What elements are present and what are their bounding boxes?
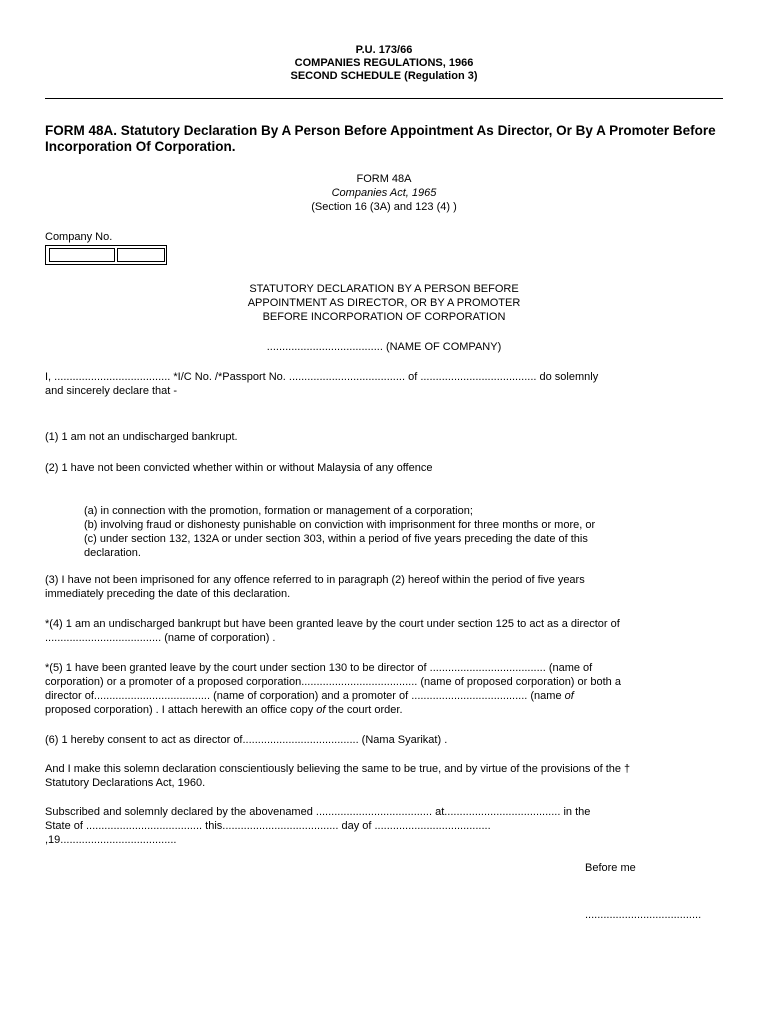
declaration-heading-line-1: STATUTORY DECLARATION BY A PERSON BEFORE	[249, 283, 519, 295]
clause-5-line-2: corporation) or a promoter of a proposed corporation...................................... (name of proposed corporation) or both a	[45, 676, 621, 688]
clause-4-line-1: *(4) 1 am an undischarged bankrupt but have been granted leave by the court under section 125 to act as a director of	[45, 618, 620, 630]
header-divider	[45, 98, 723, 99]
company-no-field[interactable]	[45, 245, 167, 265]
subscribed-line-1: Subscribed and solemnly declared by the abovenamed ...................................... at...................................... in the	[45, 806, 591, 818]
company-no-cell-2[interactable]	[117, 248, 165, 262]
subscribed-line-2: State of ...................................... this...................................... day of ......................................	[45, 820, 491, 832]
clause-5-line-4-text-b: the court order.	[325, 704, 403, 716]
clause-5-line-4-italic: of	[316, 704, 326, 716]
clause-2b: (b) involving fraud or dishonesty punishable on conviction with imprisonment for three months or more, or	[84, 519, 596, 531]
company-name-line: ...................................... (NAME OF COMPANY)	[266, 341, 502, 353]
clause-3-line-2: immediately preceding the date of this declaration.	[45, 588, 291, 600]
declaration-heading-line-3: BEFORE INCORPORATION OF CORPORATION	[262, 311, 506, 323]
header-line-2: COMPANIES REGULATIONS, 1966	[294, 57, 474, 69]
header-line-1: P.U. 173/66	[355, 44, 413, 56]
closing-line-1: And I make this solemn declaration conscientiously believing the same to be true, and by virtue of the provisions of the †	[45, 763, 631, 775]
clause-5-line-4-text-a: proposed corporation) . I attach herewith an office copy	[45, 704, 317, 716]
clause-2c-line-1: (c) under section 132, 132A or under section 303, within a period of five years preceding the date of this	[84, 533, 588, 545]
header-line-3: SECOND SCHEDULE (Regulation 3)	[290, 70, 478, 82]
declaration-heading-line-2: APPOINTMENT AS DIRECTOR, OR BY A PROMOTER	[247, 297, 521, 309]
form-act: Companies Act, 1965	[331, 187, 437, 199]
before-me-label: Before me	[585, 862, 636, 874]
clause-5-line-3-text: director of...................................... (name of corporation) and a promoter of ...................................... (name	[45, 690, 565, 702]
closing-line-2: Statutory Declarations Act, 1960.	[45, 777, 206, 789]
company-no-label: Company No.	[45, 231, 113, 243]
clause-5-line-3-italic: of	[564, 690, 574, 702]
company-no-cell-1[interactable]	[49, 248, 115, 262]
form-name: FORM 48A	[356, 173, 412, 185]
intro-line-1: I, ...................................... *I/C No. /*Passport No. ...................................... of ...................................... do solemnly	[45, 371, 599, 383]
clause-2: (2) 1 have not been convicted whether within or without Malaysia of any offence	[45, 462, 433, 474]
signature-line: ......................................	[585, 909, 702, 921]
clause-5-line-4	[45, 703, 725, 717]
clause-1: (1) 1 am not an undischarged bankrupt.	[45, 431, 238, 443]
intro-line-2: and sincerely declare that -	[45, 385, 178, 397]
clause-3-line-1: (3) I have not been imprisoned for any offence referred to in paragraph (2) hereof within the period of five years	[45, 574, 585, 586]
clause-4-line-2: ...................................... (name of corporation) .	[45, 632, 276, 644]
subscribed-line-3: ,19......................................	[45, 834, 177, 846]
form-section: (Section 16 (3A) and 123 (4) )	[311, 201, 457, 213]
clause-2a: (a) in connection with the promotion, formation or management of a corporation;	[84, 505, 473, 517]
clause-5-line-1: *(5) 1 have been granted leave by the court under section 130 to be director of ...................................... (name of	[45, 662, 593, 674]
clause-2c-line-2: declaration.	[84, 547, 141, 559]
clause-5-line-3	[45, 689, 725, 703]
page-title: FORM 48A. Statutory Declaration By A Person Before Appointment As Director, Or By A Promoter Before Incorporation Of Corporation.	[45, 123, 716, 154]
clause-6: (6) 1 hereby consent to act as director of...................................... (Nama Syarikat) .	[45, 734, 448, 746]
